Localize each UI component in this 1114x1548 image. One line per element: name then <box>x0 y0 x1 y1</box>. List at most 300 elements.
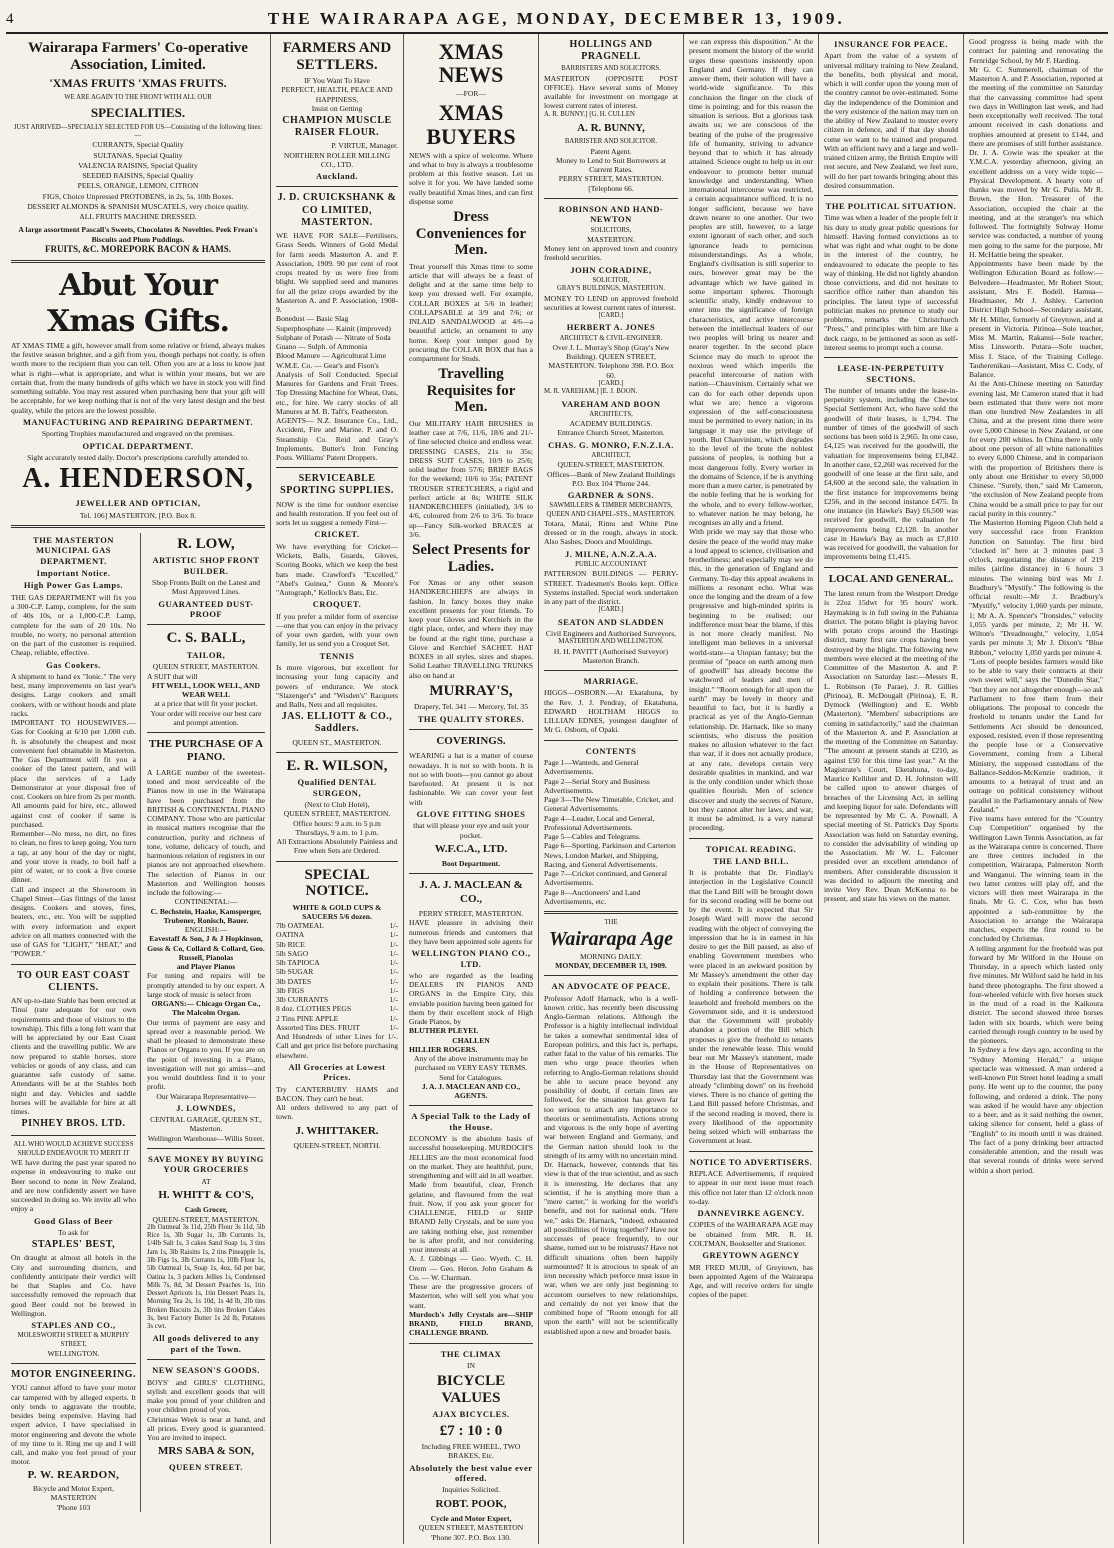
dress-text: Treat yourself this Xmas time to some article that will always be a feast of delight and at the same time help to keep you dressed well. For example, COLLAR BOXES at 5/6 in leather; COLLAPSABLE at 3/9 and 7/6; or INLAID SANDALWOOD at 4/6—a beautiful article, an ornament to any home. Keep your temper good by procuring the COLLAR BOX that has a compartment for Studs. <box>409 261 533 364</box>
inquiries: Inquiries Solicited. <box>442 1485 500 1495</box>
suit: A SUIT that will <box>147 671 198 681</box>
cover-text: WEARING a hat is a matter of course nowadays. It is not so with boots. It is not so with boots—you cannot go about barefooted. At present it is not fashionable. We can cover your feet with <box>409 751 533 807</box>
hillier: HILLIER ROGERS. <box>409 1044 478 1054</box>
good-progress: Good progress is being made with the contract for painting and renovating the Fernridge School, by Mr F. Harding. <box>969 37 1103 65</box>
high-power: High Power Gas Lamps. <box>23 580 124 591</box>
robinson-text: Money lent on approved town and country freehold securities. <box>544 244 678 263</box>
delivered: All goods delivered to any part of the Town. <box>152 1333 260 1354</box>
fit-well: FIT WELL, LOOK WELL, AND WEAR WELL <box>151 680 261 700</box>
price-value: 1/- <box>389 958 398 968</box>
economy: ECONOMY is the absolute basis of successful housekeeping. MURDOCH'S JELLIES are the most economical food on the market. They are healthful, pure, strengthening and will aid in all weather. Made from beautiful, clear, French gelatine, and flavoured from the real fruit. Now, if you ask your grocer for CHALLENGE, FIELD or SHIP BRAND Jelly Crystals, and be sure you are taking nothing else, just remember he is after profit, and not considering your interests at all. <box>409 1134 533 1255</box>
travelling: Travelling Requisites for Men. <box>426 366 516 416</box>
dentist: Qualified DENTAL SURGEON, <box>297 777 377 798</box>
wfca: W.F.C.A., LTD. <box>434 842 508 855</box>
canterbury: Try CANTERBURY HAMS and BACON. They can't be beat. <box>276 1084 398 1103</box>
coradine: JOHN CORADINE, <box>570 264 652 275</box>
xmas-news: XMAS NEWS <box>438 39 504 88</box>
your-order: Your order will receive our best care and prompt attention. <box>150 708 262 727</box>
manure-item: Sulphate of Potash — Nitrate of Soda <box>276 332 391 342</box>
price-item: 2 Tins PINE APPLE <box>276 1013 339 1023</box>
column-1 <box>6 34 271 1544</box>
dannevirke: DANNEVIRKE AGENCY. <box>697 1208 805 1219</box>
local-text: The latest return from the Westport Dredge is 22oz 15dwt for 95 hours' work. Haymaking is in full swing in the Pahiatua district. The potato blight is playing havoc with potato crops around the Hastings district, many first rate crops having been destroyed by the blight. The following new members were elected at the meeting of the Committee of the Masterton A. and P. Association on Saturday last:—Messrs R. L. Robinson (Te Parae), J. R. Gillies (Pirinoa), R. McDougall (Pirinoa), E. R. Dymock (Wellington) and E. Webb (Masterton). "Members' subscriptions are coming in satisfactorily," said the chairman of the Masterton A. and P. Association at the meeting of the Committee on Saturday. "The amount at present stands at £210, as against £50 for this time last year." At the Magistrate's Court, Eketahuna, to-day, Maurice Kelliher and D. H. Johnston will be called upon to answer charges of breaches of the Licensing Act, in selling and keeping liquor for sale. Defendants will be represented by Mr C. A. Pownall. A special meeting of St. Patrick's Day Sports Association was held on Saturday evening, to consider the advisability of winding up the Association. Mr W. L. Falconer presided over an excellent attendance of members. After considerable discussion it was decided to adjourn the meeting and invite Very Rev. Dean McKenna to be present, and state his views on the matter. <box>824 589 958 904</box>
card: [CARD.] <box>598 606 624 614</box>
specialities: SPECIALITIES. <box>90 104 186 120</box>
price-row <box>276 930 398 939</box>
masterton: MASTERTON. <box>587 234 635 244</box>
all-who: ALL WHO WOULD ACHIEVE SUCCESS SHOULD ENDEAVOUR TO MERIT IT <box>13 1141 134 1157</box>
xmas-sub: WE ARE AGAIN TO THE FRONT WITH ALL OUR <box>64 93 212 101</box>
column-4 <box>539 34 684 1544</box>
travelling-text: Our MILITARY HAIR BRUSHES in leather case at 7/6, 11/6, 18/6 and 21/- of fine selected choice and endless wear. DRESSING CASES, 21s to 35s; DRESS SUIT CASES, 10/9 to 25/6; solid leather from 57/6; BRIEF BAGS for the weekend; 10/6 to 35s; PATENT TROUSER STRETCHERS, a rigid and perfect article at 8s; WHITE SILK HANDKERCHIEFS (initialled), 3/6 to 4/6, coloured from 2/6 to 3/6. To brace up—Fancy Silk-worked BRACES at 3/6. <box>409 418 533 539</box>
price-value: 1/- <box>389 930 398 940</box>
gas-title: THE MASTERTON MUNICIPAL GAS DEPARTMENT. <box>33 534 114 566</box>
greytown-text: MR FRED MUIR, of Greytown, has been appointed Agent of the Wairarapa Age, and will receive orders for single copies of the paper. <box>689 1262 813 1300</box>
molesworth: MOLESWORTH STREET & MURPHY STREET, <box>17 1332 130 1348</box>
fruit-list <box>11 140 265 222</box>
contents-item: Page 2—Serial Story and Business Advertisements. <box>544 776 650 795</box>
pinhey-bros: PINHEY BROS. LTD. <box>21 1118 126 1130</box>
want: IF You Want To Have <box>304 76 370 85</box>
price-row <box>276 940 398 949</box>
insurance-heading: INSURANCE FOR PEACE. <box>834 39 948 49</box>
staples-co: STAPLES AND CO., <box>31 1320 116 1331</box>
henderson-tel: Tel. 106] MASTERTON, [P.O. Box 8. <box>79 510 197 520</box>
hundreds: And Hundreds of other Lines for 1/-. Call and get price list before purchasing elsewhere. <box>276 1032 398 1060</box>
land-text: It is probable that Dr. Findlay's interjection in the Legislative Council that the Land Bill will be brought down for its second reading will be borne out by the event. It is expected that Sir Joseph Ward will move the second reading with the object of conveying the impression that he is in earnest in his desire to get the Bill passed, as also of enabling Government members who were placed in an awkward position by Mr Massey's amendment the other day to explain their positions. There is talk of holding a conference between the leasehold and freehold members on the Government side, and it is understood that the Government will probably abandon a portion of the Bill which proposes to give the freehold to tenants under the renewable lease. This would bear out Mr Massey's statement, made in the House of Representatives on Thursday last that the Government was already "climbing down" on its freehold views. There is no chance of getting the Land Bill passed before Christmas, and if the second reading is moved, there is every likelihood of the opportunity being seized which will embarrass the Government at least. <box>689 868 813 1146</box>
analysis: Analysis of Soil Conducted. Special Manures for Gardens and Fruit Trees. Top Dressing Machine for Wheat, Oats, etc., for hire. We carry stocks of all Manures at M. B. Taft's, Featherston. <box>276 369 398 416</box>
page-number: 4 <box>6 10 15 27</box>
merit-text: WE have during the past year spared no expense in endeavouring to make our Beer second to none in New Zealand, and are now confidently assert we have succeeded in doing so. We invite all who enjoy a <box>11 1158 136 1214</box>
architects: ARCHITECTS, <box>589 410 633 418</box>
fruit-item: FIGS, Choice Unpressed PROTOBENS, in 2s, 5s, 10lb Boxes. <box>42 191 234 201</box>
fruit-item: CURRANTS, Special Quality <box>92 140 184 150</box>
card: [CARD.] <box>598 312 624 320</box>
lease-heading: LEASE-IN-PERPETUITY SECTIONS. <box>837 363 945 384</box>
cups: WHITE & GOLD CUPS & SAUCERS 5/6 dozen. <box>292 902 382 921</box>
column-6 <box>819 34 964 1544</box>
lowndes: J. LOWNDES, <box>176 1102 236 1113</box>
contents-item: Page 6—Sporting, Parkinson and Carterton News, London Market, and Shipping, Racing, and General Advertisements. <box>544 841 676 869</box>
xmas-fruits-heading: 'XMAS FRUITS 'XMAS FRUITS. <box>49 76 227 90</box>
price-row <box>276 986 398 995</box>
price-row <box>276 995 398 1004</box>
price-row <box>276 921 398 930</box>
elliott-addr: QUEEN ST., MASTERTON. <box>292 737 382 747</box>
piano-co: WELLINGTON PIANO CO., LTD. <box>411 948 531 969</box>
housewives-text: IMPORTANT TO HOUSEWIVES.—Gas for Cooking at 6/10 per 1,000 cub. ft. is absolutely the cheapest and most convenient fuel obtainable in Masterton. The Gas Department will fit you a cooker of the latest pattern, and will place the services of a Lady Demonstrator at your disposal free of cost. Cookers on hire from 2s per month. All amounts paid for hire, etc., allowed against cost of cooker if same is purchased. <box>11 718 136 829</box>
leader-conclusion: With pride we may say that those who desire the peace of the world may make a loud appeal to science, civilisation and brotherliness; and especially may we do this, in the generation of England and Germany. To-day this appeal awakens in millions a resonant echo. What was once the longing and the dream of a few progressive and high-minded spirits is beginning to be realised; our indifference must bear the blame, if this is not more clearly manifest. No intelligent man believes in a universal world-state—a Utopian fantasy; but the promise of "peace on earth among men of goodwill" has already become the watchword of leaders and men of insight." "Room enough for all upon the earth" may be lovely in theory and beautiful to fact, but it is hardly a practical as yet of the Anglo-German relationship. Dr. Harnack, like so many scientists, who discuss the position makes no allusion whatever to the fact that war, if it does not actually produce, at any rate, develops certain very desirable qualities in mankind, and war is the only condition under which those qualities flourish. Men of science discover and study the secrets of Nature, but they cannot alter her laws, and war, it must be admitted, is a very natural proceeding. <box>689 527 813 833</box>
cricket: CRICKET. <box>314 529 360 540</box>
tuning: For tuning and repairs will be promptly attended to by our expert. A large stock of music is select from <box>147 971 265 999</box>
card: [CARD.] <box>598 379 624 387</box>
cycle-expert: Cycle and Motor Expert, <box>430 1514 512 1523</box>
maclean-text: HAVE pleasure in advising their numerous friends and customers that they have been appointed sole agents for <box>409 918 533 946</box>
dust-proof: GUARANTEED DUST-PROOF <box>158 598 254 620</box>
contents-item: Page 7—Cricket continued, and General Advertisements. <box>544 869 667 888</box>
manure-item: Blood Manure — Agricultural Lime <box>276 351 387 361</box>
abut-xmas-gifts: Abut Your Xmas Gifts. <box>47 267 229 340</box>
price-item: Assorted Tins DES. FRUIT <box>276 1022 360 1032</box>
at: AT <box>201 1176 211 1186</box>
price-item: 3lb CURRANTS <box>276 995 329 1005</box>
price-value: 1/- <box>389 1013 398 1023</box>
manure-item: Superphosphate — Kainit (improved) <box>276 323 391 333</box>
architect2: ARCHITECT, <box>591 452 631 460</box>
absolutely: Absolutely the best value ever offered. <box>409 1462 533 1483</box>
groceries: All Groceries at Lowest Prices. <box>288 1061 386 1083</box>
land-bill: THE LAND BILL. <box>713 855 789 866</box>
champion-flour: CHAMPION MUSCLE RAISER FLOUR. <box>282 115 392 139</box>
tailor: TAILOR, <box>186 649 226 660</box>
quality-stores: THE QUALITY STORES. <box>417 713 525 724</box>
insurance-text: Apart from the value of a system of universal military training to New Zealand, the benefits, both physical and moral, which it will confer upon the young men of the country cannot be over-estimated. Some day the independence of the Dominion and the very existence of the nation may turn on the ability of New Zealand to muster every citizen in defence, and if that day should come we want to be trained and prepared. With an efficient navy and a large and well-trained citizen army, the British Empire will rest secure, and New Zealand, we feel sure, will do her part towards bringing about this desired consummation. <box>824 51 958 190</box>
manufacturing-heading: MANUFACTURING AND REPAIRING DEPARTMENT. <box>22 416 254 427</box>
masthead <box>6 6 1108 34</box>
boot-dept: Boot Department. <box>441 859 501 869</box>
academy: ACADEMY BUILDINGS. <box>569 419 653 429</box>
price-row <box>276 1023 398 1032</box>
price-item: 5lb SAGO <box>276 948 309 958</box>
column-3 <box>404 34 539 1544</box>
pavitt: H. H. PAVITT (Authorised Surveyor) Masterton Branch. <box>553 646 669 665</box>
milne: J. MILNE, A.N.Z.A.A. <box>565 548 657 559</box>
advocate-heading: AN ADVOCATE OF PEACE. <box>551 981 671 992</box>
whitt-text: 2lb Oatmeal 3s 11d, 25lb Flour 3s 11d, 5lb Rice 1s, 3lb Sugar 1s, 3lb Currants 1s, 1/4lb Salt 1s, 3 cakes Sand Soap 1s, 3 tins Jam 1s, 3lb Raisins 1s, 2 tins Pineapple 1s, 3lb Figs 1s, 3lb Currants 1s, 10lb Flour 1s, 5lb Oatmeal 1s, Soap 1s, 4oz, 6d per bar, Oatina 1s, 3 packets Jellies 1s, Condensed Milk 7s, 8d, 3d Dessert Peaches 1s, 1tin Dessert Apricots 1s, 1tin Dessert Pears 1s, Morning Tea 2s, 1s 10d, 1s 4d lb, 2lb tins Broken Biscuits 2s, 3lb tins Broken Cakes 3s, best Factory Butter 1s 2d lb, Potatoes 3s cwt. <box>147 1223 265 1331</box>
english-makers: and Player Pianos <box>176 962 236 972</box>
shop-fronts: Shop Fronts Built on the Latest and Most Approved Lines. <box>152 578 260 597</box>
reardon-addr: Bicycle and Motor Expert, MASTERTON <box>33 1484 114 1503</box>
club-hotel: (Next to Club Hotel), <box>304 800 370 810</box>
remember-text: Remember—No mess, no dirt, no fires to clean, no fires to keep going. You turn a tap, at any hour of the day or night, and your stove is ready, to boil half a pint of water, or to cook a five course dinner. <box>11 829 136 885</box>
wairarapa-rep: Our Wairarapa Representative— <box>156 1091 256 1101</box>
news-text: NEWS with a spice of welcome. Where and what to buy is always a troublesome problem at this festive season. Let us solve it for you. We have landed some really beautiful Xmas lines, and can first dispense some <box>409 150 533 206</box>
pook-addr: QUEEN STREET, MASTERTON <box>418 1523 524 1533</box>
office-hours: Office hours: 9 a.m. to 5 p.m Thursdays, 9 a.m. to 1 p.m. <box>293 818 381 837</box>
leader-date: MONDAY, DECEMBER 13, 1909. <box>555 960 667 970</box>
price-row <box>276 958 398 967</box>
price-pocket: at a price that will fit your pocket. <box>154 699 258 709</box>
clothing: BOYS' and GIRLS' CLOTHING, stylish and excellent goods that will make you proud of your children and your children proud of you. <box>147 1377 265 1415</box>
murdoch: Murdoch's Jelly Crystals are—SHIP BRAND, FIELD BRAND, CHALLENGE BRAND. <box>409 1309 533 1338</box>
price-row <box>276 949 398 958</box>
seaton-trade: Civil Engineers and Authorised Surveyors, <box>545 629 677 639</box>
contents-item: Page 5—Cables and Telegrams. <box>544 832 641 842</box>
price-item: 5lb TAPIOCA <box>276 958 320 968</box>
good-glass: Good Glass of Beer <box>33 1215 114 1226</box>
orders: All orders delivered to any part of town. <box>276 1103 398 1122</box>
east-coast-heading: TO OUR EAST COAST CLIENTS. <box>17 969 130 993</box>
whitt: H. WHITT & CO'S, <box>158 1188 254 1201</box>
bicycle-values: BICYCLE VALUES <box>436 1373 506 1406</box>
price-value: 1/- <box>389 967 398 977</box>
notice-advertisers: NOTICE TO ADVERTISERS. <box>689 1156 813 1167</box>
vareham-header: M. R. VAREHAM.] [E. J. BOON. <box>544 388 638 396</box>
henderson-name: A. HENDERSON, <box>22 463 254 495</box>
homing: The Masterton Homing Pigeon Club held a very successful race from Frankton Junction on Saturday. The first bird "clocked in" here at 3 minutes past 3 o'clock, negotiating the distance of 219 miles (airline distance) in 6 hours 3 minutes. The winning bird was Mr J. Bradbury's "Mystify." The following is the official result:—Mr J. Bradbury's "Mystify," velocity 1,060 yards per minute, 1; Mr A. A. Spencer's "Ironsides," velocity 1,055 yards per minute, 2; Mr H. W. Wilton's "Dreadnought," velocity, 1,054 yards per minute 3; Mr J. Dixon's "Blue Ribbon," velocity 1,050 yards per minute 4. <box>969 518 1103 657</box>
wairarapa-age-title: Wairarapa Age <box>549 928 673 951</box>
contents: CONTENTS <box>585 745 637 756</box>
bunny: A. R. BUNNY, <box>577 121 645 134</box>
new-season: NEW SEASON'S GOODS. <box>152 1365 260 1376</box>
fruit-item: PEELS, ORANGE, LEMON, CITRON <box>77 181 199 191</box>
wellington: WELLINGTON. <box>47 1348 100 1358</box>
accountant: PUBLIC ACCOUNTANT <box>575 561 647 569</box>
contents-item: Page 4—Leader, Local and General, Professional Advertisements. <box>544 813 655 832</box>
pook: ROBT. POOK, <box>435 1497 507 1510</box>
tennis-news: Five teams have entered for the "Country Cup Competition" organised by the Wellington Lawn Tennis Association, as far as the Wairarapa centre is concerned. There are three centres included in the competition, Wairarapa, Palmerston North and Wanganui. The winning team in the two latter centres will play off, and the victors will then meet Wairarapa in the finals. Mr G. C. Cox, who has been appointed a sub-committee by the Association to arrange the Wairarapa matches, expects the first round to be concluded by Christmas. <box>969 814 1103 944</box>
manure-item: Bonedust — Basic Slag <box>276 314 349 324</box>
price-value: 1/- <box>389 939 398 949</box>
whitt-addr: QUEEN-STREET, MASTERTON. <box>152 1214 260 1224</box>
price-value: 1/- <box>389 1004 398 1014</box>
cruick-text: WE HAVE FOR SALE—Fertilisers, Grass Seeds. Winners of Gold Medal for farm seeds Masterton A. and P. Association, 1909. 90 per cent of root crops treated by us were free from blight. We supplied seed and manures for all the prize crops awarded by the Masterton A. and P. Association, 1908-9. <box>276 231 398 315</box>
any: Any of the above instruments may be purchased on VERY EASY TERMS. <box>414 1054 528 1073</box>
continental-makers: C. Bechstein, Haake, Kamsperger, Trubener, Ronisch, Bauer. <box>150 906 262 925</box>
contents-item: Page 1—Wanteds, and General Advertisements. <box>544 758 639 777</box>
price-row <box>276 1004 398 1013</box>
solicitor: SOLICITOR, <box>592 276 630 284</box>
marriage: MARRIAGE. <box>583 676 639 687</box>
maclean-addr: PERRY STREET, MASTERTON. <box>418 909 524 919</box>
gas-text: THE GAS DEPARTMENT will fix you a 300-C.P. Lamp, complete, for the sum of 40s 10s, or a 1,000-C.P. Lamp, complete for the sum of 20 10s. No trouble, no worry, no personal attention on the part of the customer is required. Cheap, reliable, effective. <box>11 592 136 658</box>
sight-text: Sight accurately tested daily. Doctor's prescriptions carefully attended to. <box>27 452 249 462</box>
saba-street: QUEEN STREET. <box>169 1461 243 1472</box>
price-list <box>276 921 398 1032</box>
optical-heading: OPTICAL DEPARTMENT. <box>82 440 194 451</box>
copies: COPIES of the WAIRARAPA AGE may be obtained from MR. R. H. COLTMAN, Bookseller and Stationer. <box>689 1220 813 1248</box>
including: Including FREE WHEEL, TWO BRAKES, Etc. <box>421 1442 521 1461</box>
jones: HERBERT A. JONES <box>566 322 656 333</box>
price-item: 3lb FIGS <box>276 985 305 995</box>
catalogues: Send for Catalogues. <box>439 1072 503 1082</box>
contents-item: Page 8—Auctioneers' and Land Advertisements, etc. <box>544 887 641 906</box>
elliott: JAS. ELLIOTT & CO., Saddlers. <box>281 711 393 735</box>
challen: CHALLEN <box>452 1035 490 1045</box>
climax: THE CLIMAX <box>440 1348 502 1359</box>
organs: ORGANS:— Chicago Organ Co., The Malcolm Organ. <box>151 999 261 1018</box>
seaton-addr: MASTERTON AND WELLINGTON. <box>558 638 664 646</box>
wilson-addr: QUEEN STREET, MASTERTON. <box>283 809 391 819</box>
local-general: LOCAL AND GENERAL. <box>828 572 954 585</box>
english: ENGLISH:— <box>184 925 228 935</box>
fruit-item: DESSERT ALMONDS & SPANISH MUSCATELS, very choice quality. <box>27 201 249 211</box>
perry: PERRY STREET, MASTERTON. [Telephone 66. <box>558 174 664 193</box>
ask-for: To ask for <box>58 1227 89 1237</box>
terms: Our terms of payment are easy and spread over a reasonable period. We shall be pleased to demonstrate these Pianos or Organs to you. If you are on the point of investing in a Piano, investigation will not go amiss—and you would doubtless find it to your profit. <box>147 1017 265 1092</box>
price-value: 1/- <box>389 995 398 1005</box>
hollings: HOLLINGS AND PRAGNELL <box>569 39 653 63</box>
tennis-text: Is more vigorous, but excellent for increasing your lung capacity and powers of endurance. We stock "Slazenger's" and "Wisden's" Racquets and Balls, Nets and all requisites. <box>276 663 398 709</box>
price-value: 1/- <box>389 948 398 958</box>
english-makers: Eavestaff & Son, J & J Hopkinson, Goss & Co, Collard & Collard, Geo. Russell, Pianolas <box>147 934 265 962</box>
drapery: Drapery, Tel. 341 — Mercery, Tel. 35 <box>413 702 529 712</box>
save-money: SAVE MONEY BY BUYING YOUR GROCERIES <box>148 1153 264 1175</box>
cowie: Dr. J. A. Cowie was the speaker at the Y.M.C.A. yesterday afternoon, giving an excellent address on a very wide topic—Physical Development. A hearty vote of thanks was moved by Mr G. Pulis. Mr R. Brown, the Hon. Treasurer of the Association, occupied the chair at the meeting, and at the stranger's tea which followed. The fortnightly Subway Home service was conducted, a number of young men going to the same for the purpose, Mr H. McHattie being the speaker. <box>969 148 1103 259</box>
sawmillers: SAWMILLERS & TIMBER MERCHANTS, <box>549 502 673 510</box>
low-column <box>147 533 265 1512</box>
gas-column <box>11 533 141 1512</box>
croquet-text: If you prefer a milder form of exercise—one that you can enjoy in the privacy of your own garden, with your own family, let us send you a Croquet Set. <box>276 611 398 649</box>
gas-cookers-text: A shipment to hand ex "Ionic." The very best, many improvements on last year's designs. Large cookers and small cookers, with or without hoods and plate racks. <box>11 671 136 718</box>
northern: NORTHERN ROLLER MILLING CO., LTD. <box>283 150 391 169</box>
column-5 <box>684 34 819 1544</box>
milne-addr: PATTERSON BUILDINGS — PERRY-STREET. Tradesmen's Books kept. Office Systems installed. Special work undertaken in any part of the district. <box>544 569 678 607</box>
price-row <box>276 967 398 976</box>
fruit-item: SEEDED RAISINS, Special Quality <box>82 171 194 181</box>
maclean-agents: J. A. J. MACLEAN AND CO., AGENTS. <box>421 1081 521 1101</box>
queen-chapel: QUEEN AND CHAPEL-STS., MASTERTON. <box>546 510 676 518</box>
jones-addr: Over J. L. Murray's Shop (Gray's New Building). QUEEN STREET, MASTERTON. Telephone 398. P.O. Box 60. <box>548 342 674 380</box>
staples-best: STAPLES' BEST, <box>31 1239 116 1251</box>
sporting-trophies: Sporting Trophies manufactured and engraved on the premises. <box>41 429 235 439</box>
motor-engineering: MOTOR ENGINEERING. <box>11 1369 136 1381</box>
coverings: COVERINGS. <box>436 734 506 747</box>
croquet: CROQUET. <box>312 599 362 610</box>
ajax: AJAX BICYCLES. <box>432 1409 510 1420</box>
price-value: 1/- <box>389 1022 398 1032</box>
low-name: R. LOW, <box>177 535 235 552</box>
gardner: GARDNER & SONS. <box>567 490 655 501</box>
dress-conveniences: Dress Conveniences for Men. <box>415 209 527 259</box>
political-text: Time was when a leader of the people felt it his duty to study great public questions for himself. Having formed convictions as to what was right and what ought to be done in the interest of the country, he endeavoured to educate the people to his way of thinking. He did not lightly abandon those convictions, and did not hesitate to sacrifice office rather than abandon his principles. The latest type of successful politician makes no pretence to study our problems, remarks the Christchurch "Press," and principles with him are like a deck cargo, to be jettisoned as soon as self-interest seems to prompt such a course. <box>824 213 958 352</box>
glove-text: that will please your eye and suit your pocket. <box>413 821 529 840</box>
central-garage: CENTRAL GARAGE, QUEEN ST., Masterton. <box>150 1115 262 1134</box>
east-coast-text: AN up-to-date Stable has been erected at Tinui (rate adequate for our own requirements and those of visitors to the township). This fills a long felt want that will be appreciated by our East Coast clients and the travelling public. We are now prepared to stable horses, store vehicles or goods of any class, and can guarantee safe custody of same. Attendants will be at the Stables both night and day. Vehicles and saddle horses will be available for hire at all times. <box>11 996 136 1116</box>
money: Money to Lend to Suit Borrowers at Current Rates. <box>555 155 667 175</box>
saba: MRS SABA & SON, <box>158 1445 254 1458</box>
manures-list <box>276 314 398 370</box>
replace: REPLACE Advertisements, if required to appear in our next issue must reach this office not later than 12 o'clock noon to-day. <box>689 1169 813 1206</box>
bluther: BLUTHER PLEYEL <box>409 1026 479 1036</box>
price-item: 5lb SUGAR <box>276 967 314 977</box>
insist: Insist on Getting <box>311 103 363 113</box>
price-item: OATINA <box>276 930 305 940</box>
manure-item: W.M.E. Co. — Gear's and Fison's <box>276 360 379 370</box>
robinson: ROBINSON AND HAND-NEWTON <box>558 203 664 225</box>
biscuits-line: A large assortment Pascall's Sweets, Chocolates & Novelties. Peek Frean's Biscuits and Plum Puddings. <box>18 225 258 244</box>
staples-text: On draught at almost all hotels in the City and surrounding districts, and confidently anticipate their verdict will be that Staples and Co. have successfully removed the reproach that good Beer could not be brewed in Wellington. <box>11 1253 136 1318</box>
entrance: Entrance Church Street, Masterton. <box>557 428 665 438</box>
special-talk: A Special Talk to the Lady of the House. <box>411 1111 531 1132</box>
contents-item: Page 3—The New Timetable, Cricket, and General Advertisements. <box>544 795 674 814</box>
advocate-text: Professor Adolf Harnack, who is a well-known critic, has recently been discussing Anglo-German relations. Although the Professor is a highly intellectual individual he takes a somewhat sentimental idea of European politics, and this fact is, perhaps, rather fatal to the value of his remarks. The men who urge peace theories when referring to Anglo-German relations should be able to secure peace beyond any possibility of doubt, if certain lines are followed, for the situation has grown far too serious to attach any importance to theorists or sentimentalists. Actions strong and vigorous is the only hope of averting war between England and Germany, and the German nation should look to the strength of its army with no uncertain mind. Dr. Harnack, however, contends that his view is that of the true scientist, and as such it is interesting. He declares that any scientist, if he is anything more than a "mere carter," is working for the world's benefit, and not for national ends. "Here we," asks Dr. Harnack, "indeed, exhausted all possibilities of living together? Have not successes of peace frequently, to our shame, turned out to be mistrusts? Have not difficult situations often been happily surmounted? It is atrocious to speak of an iron necessity which perforce must issue in war, when we are only just beginning to accustom ourselves to new relationships, and certainly do not yet know that the combined hope of "Room enough for all upon the earth" will not be scientifically established upon a new and broader basis. <box>544 993 678 1336</box>
ball-name: C. S. BALL, <box>166 630 246 647</box>
progressive: These are the progressive grocers of Masterton, who will sell you what you want. <box>409 1282 533 1310</box>
select-presents: Select Presents for Ladies. <box>411 542 530 575</box>
fruit-item: VALENCIA RAISINS, Special Quality <box>78 160 198 170</box>
cricket-text: We have everything for Cricket—Wickets, Balls, Guards, Gloves, Scoring Books, which we keep the best bats made. Crawford's "Excelled," "Abel's Guinea," Gunn & Moore's "Autograph," Kellock's Bats, Etc. <box>276 541 398 598</box>
cruickshank: J. D. CRUICKSHANK & CO LIMITED, MASTERTON. <box>277 192 397 228</box>
lease-text: The number of tenants under the lease-in-perpetuity system, including the Cheviot Special Settlement Act, who have sold the goodwill of their leases, is 1,794. The number of times of the goodwill of such sections has been sold is 2,965. In one case, £4,125 was received for the goodwill, the valuation for improvements being £1,842. In another case, £2,260 was received for the goodwill of one lease at the first sale, and £4,600 at the second sale, the valuation in the first instance for improvements being £256, and in the second instance £475. In one instance (in Hawke's Bay) £6,500 was received for goodwill, the valuation for improvements being £2,128. In another case in Hawke's Bay as much as £7,810 was received for goodwill, the valuation for improvements being £1,415. <box>824 385 958 562</box>
price-value: 1/- <box>389 921 398 931</box>
gas-cookers: Gas Cookers. <box>46 659 101 670</box>
bicycle-price: £7 : 10 : 0 <box>439 1422 503 1439</box>
farmers-coop-title: Wairarapa Farmers' Co-operative Association, Limited. <box>28 40 248 73</box>
price-item: 5lb RICE <box>276 939 305 949</box>
topical-reading: TOPICAL READING. <box>705 843 797 854</box>
price-item: 3lb DATES <box>276 976 312 986</box>
totara: Totara, Matai, Rimu and White Pine dressed or in the rough, always in stock. Also Sashes, Doors and Mouldings. <box>544 518 678 547</box>
bunny-header: A. R. BUNNY.] [G. H. CULLEN <box>544 110 635 118</box>
price-value: 1/- <box>389 985 398 995</box>
important-notice: Important Notice. <box>36 568 111 579</box>
just-arrived: JUST ARRIVED—SPECIALLY SELECTED FOR US—Consisting of the following lines:— <box>13 123 263 140</box>
murray: MURRAY'S, <box>429 682 513 699</box>
abut-text: AT XMAS TIME a gift, however small from some relative or friend, always makes the festive season brighter, and a gift from you, though perhaps not costly, is often worth more to the recipient than you can tell. Often you are at a loss to know just what is right—what is appropriate, and what is within your means, but we are certain that, from the many hundreds of gifts which we have in stock you will find something suitable. You may rest assured when purchasing here that your gift will be acceptable, for we keep nothing that is not of the very latest design and the best quality, while the prices are the lowest possible. <box>11 340 265 415</box>
price-value: 1/- <box>389 976 398 986</box>
political-heading: THE POLITICAL SITUATION. <box>825 201 957 212</box>
special-notice: SPECIAL NOTICE. <box>304 866 370 900</box>
appointments: Appointments have been made by the Wellington Education Board as follow:—Belvedere—Headmaster, Mr Robert Stout; assistant, Mrs F. Bodell. Hamua—Headmaster, Mr J. Ashley. Carterton District High School—Secondary assistant, Mr H. Miller, formerly of Greytown, and at present in Victoria. Pirinoa—Sole teacher, Miss M. Martin, Rakanui—Sole teacher, Miss Linsworth. Putara—Sole teacher, Miss I. Stace, of the Training College. Tauherenikau—Assistant, Miss C. Cody, of Balance. <box>969 259 1103 379</box>
column-2 <box>271 34 404 1544</box>
price-item: 8 doz. CLOTHES PEGS <box>276 1004 352 1014</box>
solicitors: SOLICITORS, <box>590 226 632 234</box>
price-row <box>276 1014 398 1023</box>
extractions: All Extractions Absolutely Painless and Free when Sets are Ordered. <box>276 837 398 856</box>
largest: who are regarded as the leading DEALERS IN PIANOS AND ORGANS in the Empire City, this enviable position having been gained for them by their excellent stock of High Grade Pianos, by <box>409 970 533 1027</box>
summerell: Mr G. C. Summerell, chairman of the Masterton A. and P. Association, reported at the meeting of the committee on Saturday that the canvassing committee had spent two days in Wellington last week, and had been exceptionally well received. The total amount received in cash donations and trophies amounted at present to £144, and there are promises of still further assistance. <box>969 64 1103 148</box>
virtue: P. VIRTUE, Manager. <box>331 141 398 151</box>
freehold-argument: A telling argument for the freehold was put forward by Mr Wilford in the House on Thursday, in a speech which lasted only five minutes. Mr Wilford said he held in his hand three photographs. The first showed a four-wheeled vehicle with five horses stuck in the mud of a road in the Kaikoura district. The second showed three horses laden with six boards, which were being carried through rough country to be used by the pioneers. <box>969 943 1103 1045</box>
pook-phone: 'Phone 307. P.O. Box 130. <box>431 1532 511 1542</box>
morning-daily: MORNING DAILY. <box>580 951 642 961</box>
ball-addr: QUEEN STREET, MASTERTON. <box>152 662 260 672</box>
masthead-title: THE WAIRARAPA AGE, MONDAY, DECEMBER 13, 1909. <box>267 9 845 28</box>
select-text: For Xmas or any other season HANDKERCHIEFS are always in fashion. In fancy boxes they make excellent presents for your friends. To keep your Gloves and Kerchiefs in the right place, order, and where they may be found at the right time, purchase a Glove and Kerchief SACHET. HAT BOXES in all styles, sizes and shapes. Solid Leather TRAVELLING TRUNKS also on hand at <box>409 578 533 680</box>
cash-grocer: Cash Grocer, <box>184 1205 228 1215</box>
in: IN <box>466 1361 475 1371</box>
contents-list <box>544 758 678 906</box>
glove-shoes: GLOVE FITTING SHOES <box>416 808 526 819</box>
sporting-supplies: SERVICEABLE SPORTING SUPPLIES. <box>280 473 394 497</box>
vareham-boon: VAREHAM AND BOON <box>561 398 661 409</box>
bunny-trade: BARRISTER AND SOLICITOR. <box>564 138 658 146</box>
tennis: TENNIS <box>319 650 355 661</box>
showroom-text: Call and inspect at the Showroom in Chapel Street—Gas fittings of the latest designs. Cookers and stoves, fires, heaters, etc., etc. You will be supplied with every information and expert advice on all matters connected with the use of GAS for "LIGHT," "HEAT," and "POWER." <box>11 884 136 959</box>
leader-continued: we can express this disposition." At the present moment the history of the world urges these questions insistently upon England and Germany. If they can answer them, their solution will have a world-wide significance. To this conclusion the finger on the clock of time is pointing; and for this reason the situation is serious. But a glorious task awaits us; we are conscious of the beating of the pulse of the progressive life of humanity, striving to advance beyond that to which it has already attained. Science ought to help us in our endeavour to promote better mutual knowledge and understanding. When international intercourse was restricted, a certain acquaintance sufficed. It is no longer sufficient, because we have drawn nearer to one another. Our two peoples are still, however, to a large extent ignorant of each other, and such ignorance leads to pernicious misunderstandings. As a whole, England's civilisation is still superior to ours, however great may be the advantage which we have gained in some important spheres. Thorough scientific study, kindly endeavour to enter into the significance of foreign characteristics, and active intercourse between the intellectual leaders of our two peoples will bring us nearer and nearer together. In the second place Science may do much to uproot the noxious weed which imperils the peaceful intercourse of nation with nation—Chauvinism. Certainly what we can do for each other depends upon what we are; hence a vigorous expression of the self-consciousness must be permitted to every nation; in its language it may use the privilege of youth. But Chauvinism, which degrades to the level of the brute the noblest passions of peoples, is nothing but a most dangerous folly. Every worker in the domains of Science, if he is anything more than a mere carter, is penetrated by the noble feeling that he is working for the whole, and to every fellow-worker, to whatever nation he may belong, he recognises an ally and a friend. <box>689 37 813 527</box>
jelly-agents: A. J. Gibbings — Geo. Wyeth. C. H. Orem — Geo. Heron. John Graham & Co. — W. Charman. <box>409 1254 533 1282</box>
purchase-text: A LARGE number of the sweetest-toned and most serviceable of the Pianos now in use in the Wairarapa have been purchased from the BRITISH & CONTINENTAL PIANO COMPANY. Those who are particular in musical matters recognise that the construction, purity and richness of tone, volume, delicacy of touch, and harmonious relation of registers in our pianos are not approached elsewhere. The selection of Pianos in our Masterton and Wellington houses include the following:— <box>147 767 265 898</box>
greytown: GREYTOWN AGENCY <box>702 1250 800 1261</box>
monro-addr: QUEEN-STREET, MASTERTON. <box>557 460 665 470</box>
low-trades: ARTISTIC SHOP FRONT BUILDER. <box>152 555 260 576</box>
price-row <box>276 977 398 986</box>
for: —FOR— <box>456 89 486 99</box>
patent: Patent Agent. <box>590 146 632 156</box>
xmas-buyers: XMAS BUYERS <box>426 100 516 149</box>
jeweller: JEWELLER AND OPTICIAN, <box>75 498 201 509</box>
price-item: 7lb OATMEAL <box>276 921 324 931</box>
fruits-bacon: FRUITS, &C. MOREPORK BACON & HAMS. <box>45 243 231 254</box>
grays: GRAY'S BUILDINGS, MASTERTON. <box>556 285 666 293</box>
anti-chinese: At the Anti-Chinese meeting on Saturday evening last, Mr Cameron stated that it had been estimated that there were not more than one hundred New Zealanders in all China, and at the present time there were over 5,000 Chinese in New Zealand, or one for every 200 whites. In China there is only about one person of all white nationalities to every 6,000 Chinese, and in comparison with the proportion of Britishers there is only about one Britisher to every 50,000 Chinese. "Surely, then," said Mr Cameron, "the exclusion of New Zealand people from China would be a small price to pay for our racial purity in this country." <box>969 379 1103 518</box>
the: THE <box>604 919 618 927</box>
manure-item: Guano — Sulph. of Ammonia <box>276 342 368 352</box>
agents: AGENTS— N.Z. Insurance Co., Ltd., Accident, Fire and Marine. P. and O. Steamship Co. Reid and Gray's Implements. Butter's Iron Fencing Posts. Williams' Patent Droppers. <box>276 416 398 463</box>
auckland: Auckland. <box>315 171 359 182</box>
continental: CONTINENTAL:— <box>174 897 238 907</box>
warehouse: Wellington Warehouse—Willis Street. <box>147 1133 265 1143</box>
sydney: In Sydney a few days ago, according to the "Sydney Morning Herald," a unique spectacle was witnessed. A man ordered a well-known Pitt Street hotel leading a small pony. He went up to the counter, the pony following, and ordered a drink. The pony was asked if he would have any objection to a beer, and as it said nothing the owner, taking silence for consent, held a glass of "English" to its mouth until it was drained. The fact of a pony drinking beer attracted considerable attention, and the result was that several rounds of drinks were served within a short period. <box>969 1045 1103 1175</box>
architect: ARCHITECT & CIVIL-ENGINEER. <box>559 334 663 342</box>
fruit-item: SULTANAS, Special Quality <box>93 150 183 160</box>
christmas-week: Christmas Week is near at hand, and all prices. Every good is guaranteed. You are invited to inspect. <box>147 1414 265 1443</box>
wilson: E. R. WILSON, <box>286 757 388 774</box>
lots: "Lots of people besides farmers would like to be able to vary their contracts at their own sweet will," says the "Dunedin Star," "but they are not altogether enough—so ask Parliament to free them from their obligations. The proposal to concede the freehold to tenants under the Land for Settlements Act should be denounced, exposed, resisted, even if those representing the people lose or a Conservative Government, coming from a Liberal Ministry, the supposed custodians of the Ballance-Seddon-McKenzie tradition, it amounts to a betrayal of trust and an outrage on political consistency without parallel in the Parliamentary annals of New Zealand." <box>969 656 1103 814</box>
fruit-item: ALL FRUITS MACHINE DRESSED. <box>79 212 197 222</box>
purchase-piano: THE PURCHASE OF A PIANO. <box>148 738 264 764</box>
